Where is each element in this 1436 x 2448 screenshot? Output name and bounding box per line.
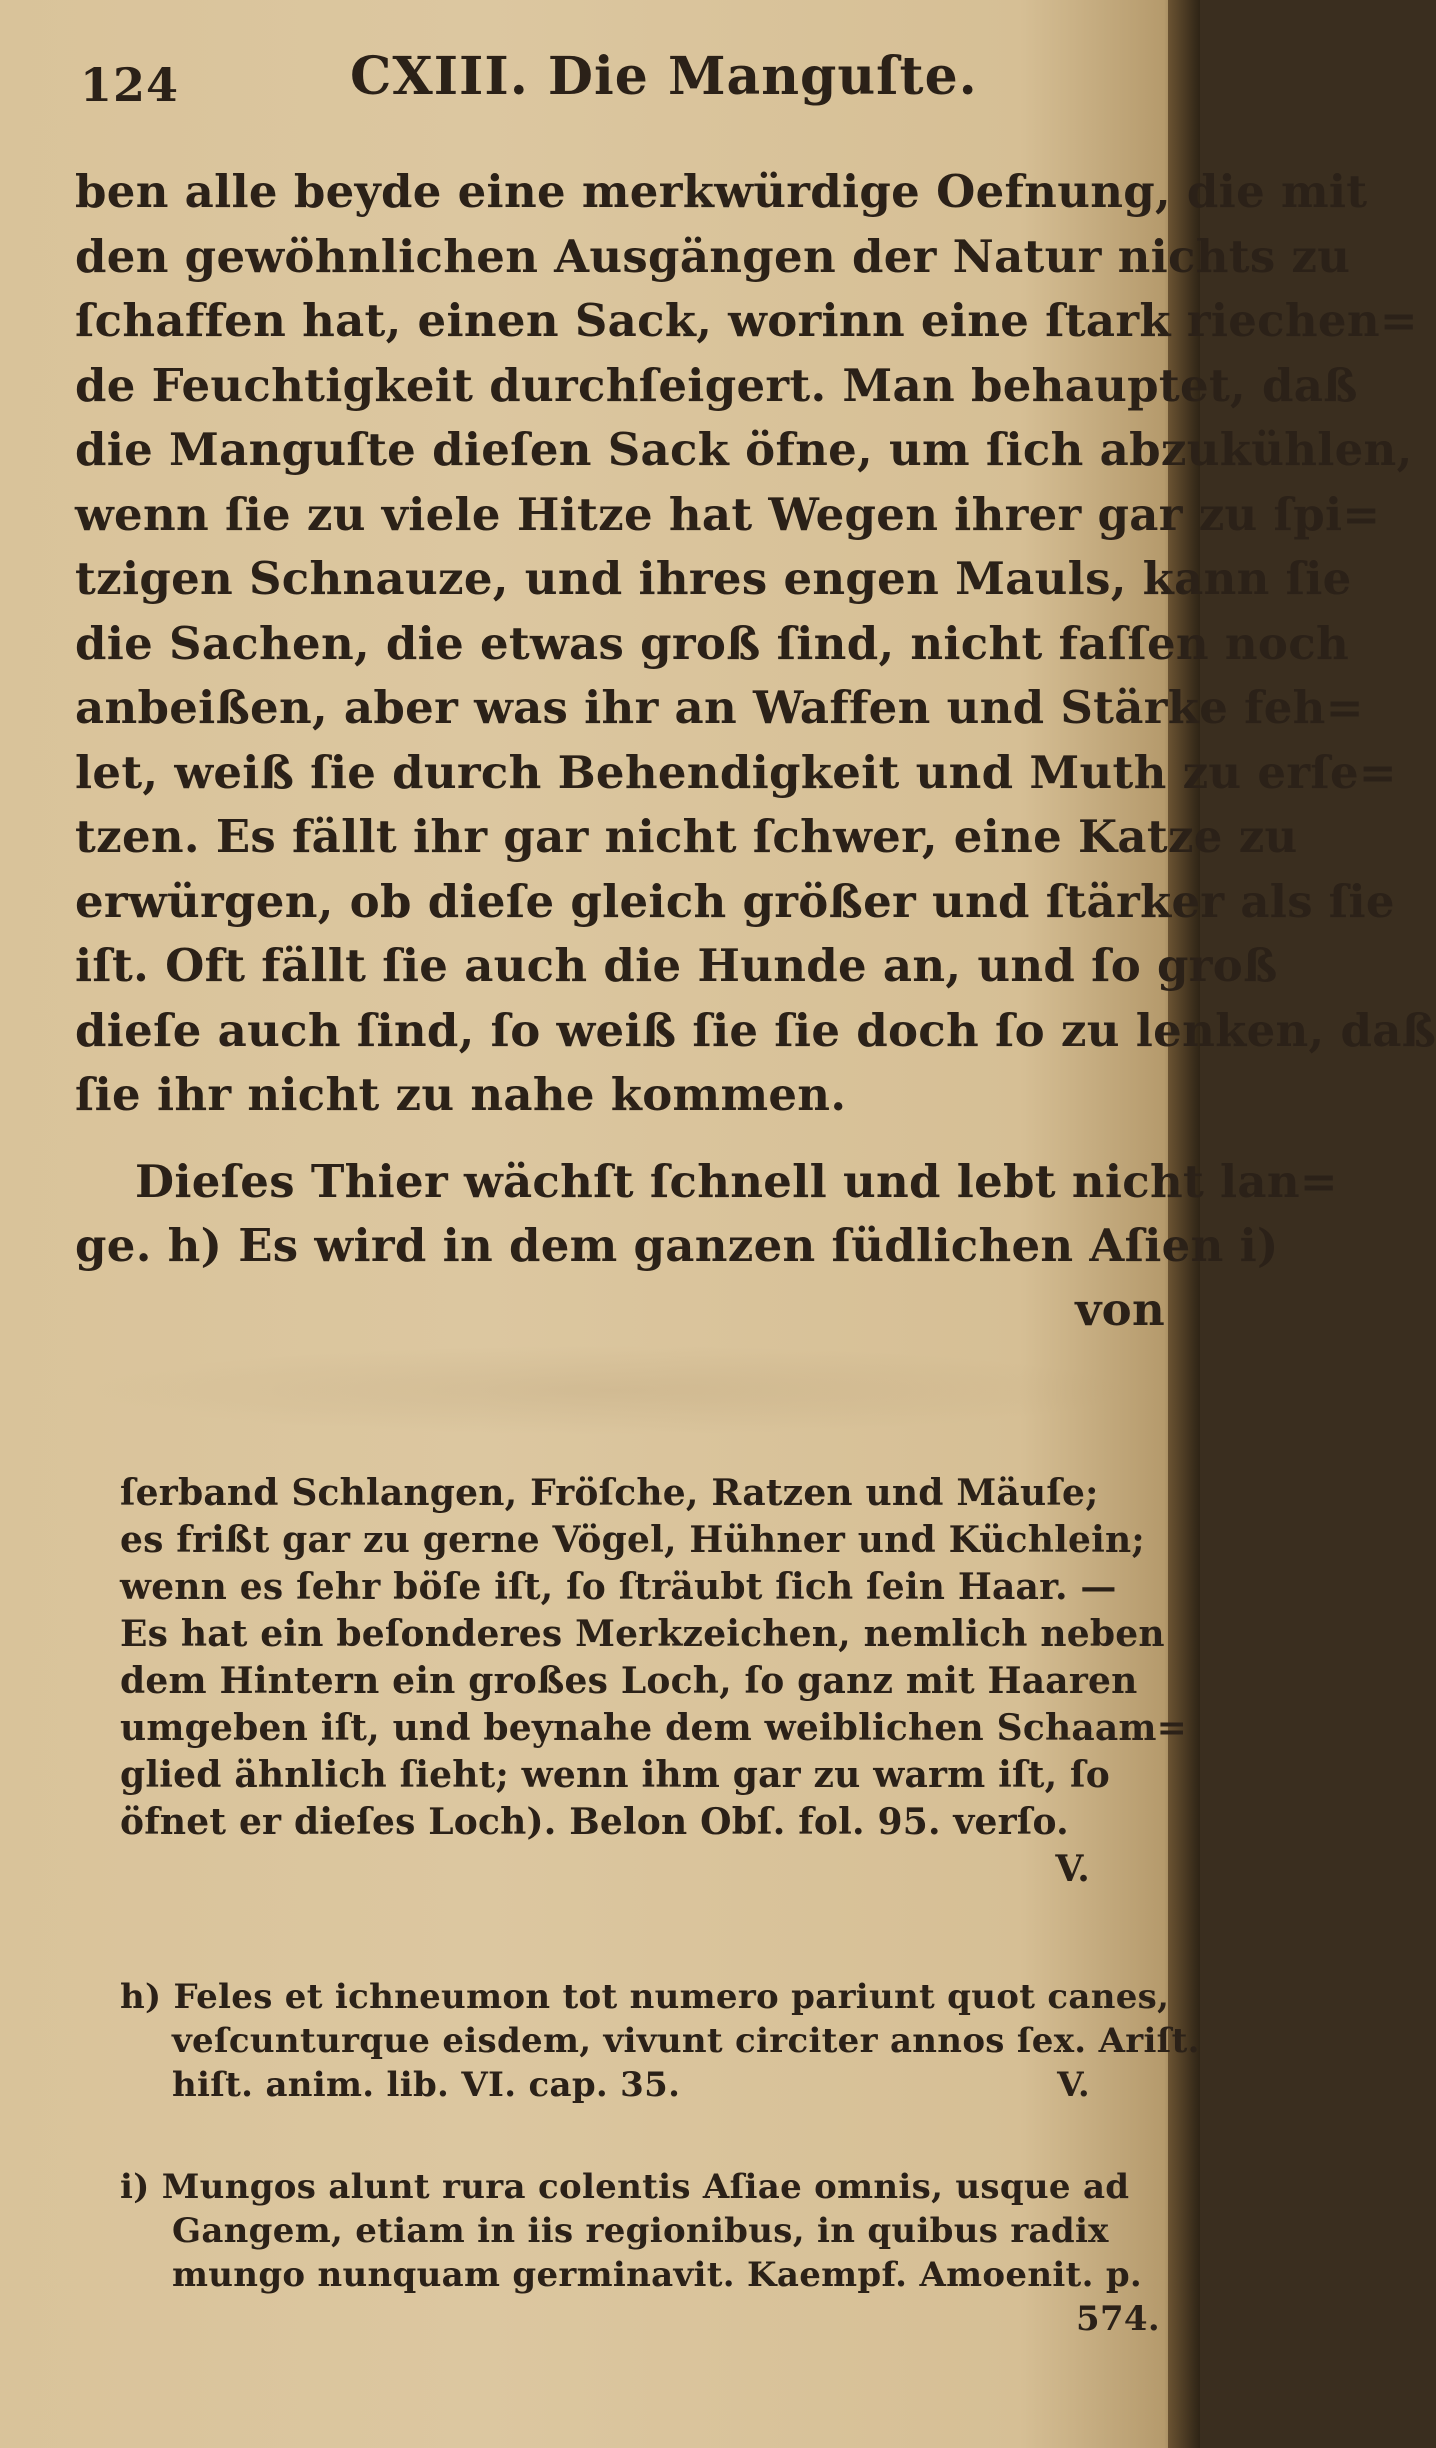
note-line: mungo nunquam germinavit. Kaempf. Amoenit. p.	[172, 2255, 1143, 2295]
text-line: de Feuchtigkeit durchſeigert. Man behauptet, daß	[75, 358, 1358, 412]
text-line: die Sachen, die etwas groß ſind, nicht faſſen noch	[75, 616, 1349, 670]
footnote-line: es frißt gar zu gerne Vögel, Hühner und Küchlein;	[120, 1519, 1145, 1561]
running-header	[80, 40, 1120, 130]
note-i	[120, 2165, 1200, 2341]
text-line: ben alle beyde eine merkwürdige Oefnung, die mit	[75, 165, 1368, 218]
footnote-signature: V.	[1055, 1848, 1090, 1890]
text-line: iſt. Oft fällt ſie auch die Hunde an, und ſo groß	[75, 939, 1278, 992]
text-line: tzigen Schnauze, und ihres engen Mauls, kann ſie	[75, 552, 1352, 605]
note-signature: V.	[1057, 2065, 1090, 2105]
text-line: ge. h) Es wird in dem ganzen ſüdlichen Aſien i)	[75, 1219, 1279, 1272]
note-line: 574.	[1075, 2299, 1160, 2339]
footnote-line: umgeben iſt, und beynahe dem weiblichen Schaam=	[120, 1707, 1188, 1749]
note-line: h) Feles et ichneumon tot numero pariunt quot canes,	[120, 1977, 1170, 2017]
text-line: erwürgen, ob dieſe gleich größer und ſtärker als ſie	[75, 874, 1395, 928]
footnote-line: glied ähnlich ſieht; wenn ihm gar zu warm iſt, ſo	[120, 1754, 1110, 1796]
note-line	[120, 2063, 1200, 2107]
note-line: Gangem, etiam in iis regionibus, in quibus radix	[172, 2211, 1109, 2251]
text-line: Dieſes Thier wächſt ſchnell und lebt nicht lan=	[135, 1155, 1338, 1208]
note-h	[120, 1975, 1200, 2107]
main-paragraph	[75, 160, 1436, 1128]
catchword: von	[1075, 1283, 1165, 1336]
footnote-line: wenn es ſehr böſe iſt, ſo ſträubt ſich ſein Haar. —	[120, 1566, 1117, 1608]
text-line: anbeißen, aber was ihr an Waffen und Stärke feh=	[75, 681, 1364, 734]
second-paragraph	[75, 1150, 1338, 1342]
note-line: i) Mungos alunt rura colentis Aſiae omnis, usque ad	[120, 2167, 1130, 2207]
text-line: tzen. Es fällt ihr gar nicht ſchwer, eine Katze zu	[75, 810, 1298, 863]
text-line: wenn ſie zu viele Hitze hat Wegen ihrer gar zu ſpi=	[75, 487, 1381, 541]
note-text: hiſt. anim. lib. VI. cap. 35.	[172, 2065, 681, 2105]
text-line: den gewöhnlichen Ausgängen der Natur nichts zu	[75, 229, 1351, 283]
footnote-line: Es hat ein beſonderes Merkzeichen, nemlich neben	[120, 1613, 1165, 1655]
text-line: dieſe auch ſind, ſo weiß ſie ſie doch ſo zu lenken, daß	[75, 1003, 1436, 1057]
text-line: die Manguſte dieſen Sack öfne, um ſich abzukühlen,	[75, 423, 1413, 476]
text-line: ſie ihr nicht zu nahe kommen.	[75, 1068, 847, 1121]
footnote-line: öfnet er dieſes Loch). Belon Obſ. fol. 95. verſo.	[120, 1801, 1069, 1843]
text-line: ſchaffen hat, einen Sack, worinn eine ſtark riechen=	[75, 294, 1418, 347]
note-line: veſcunturque eisdem, vivunt circiter annos ſex. Ariſt.	[172, 2021, 1200, 2061]
footnote-line: dem Hintern ein großes Loch, ſo ganz mit Haaren	[120, 1660, 1138, 1702]
bleed-through-area	[80, 1345, 1140, 1435]
footnote-line: ſerband Schlangen, Fröſche, Ratzen und Mäuſe;	[120, 1472, 1099, 1514]
footnote-v-block	[120, 1470, 1200, 1893]
chapter-title: CXIII. Die Manguſte.	[350, 46, 978, 107]
text-line: let, weiß ſie durch Behendigkeit und Muth zu erſe=	[75, 745, 1397, 799]
page-number: 124	[80, 58, 180, 112]
